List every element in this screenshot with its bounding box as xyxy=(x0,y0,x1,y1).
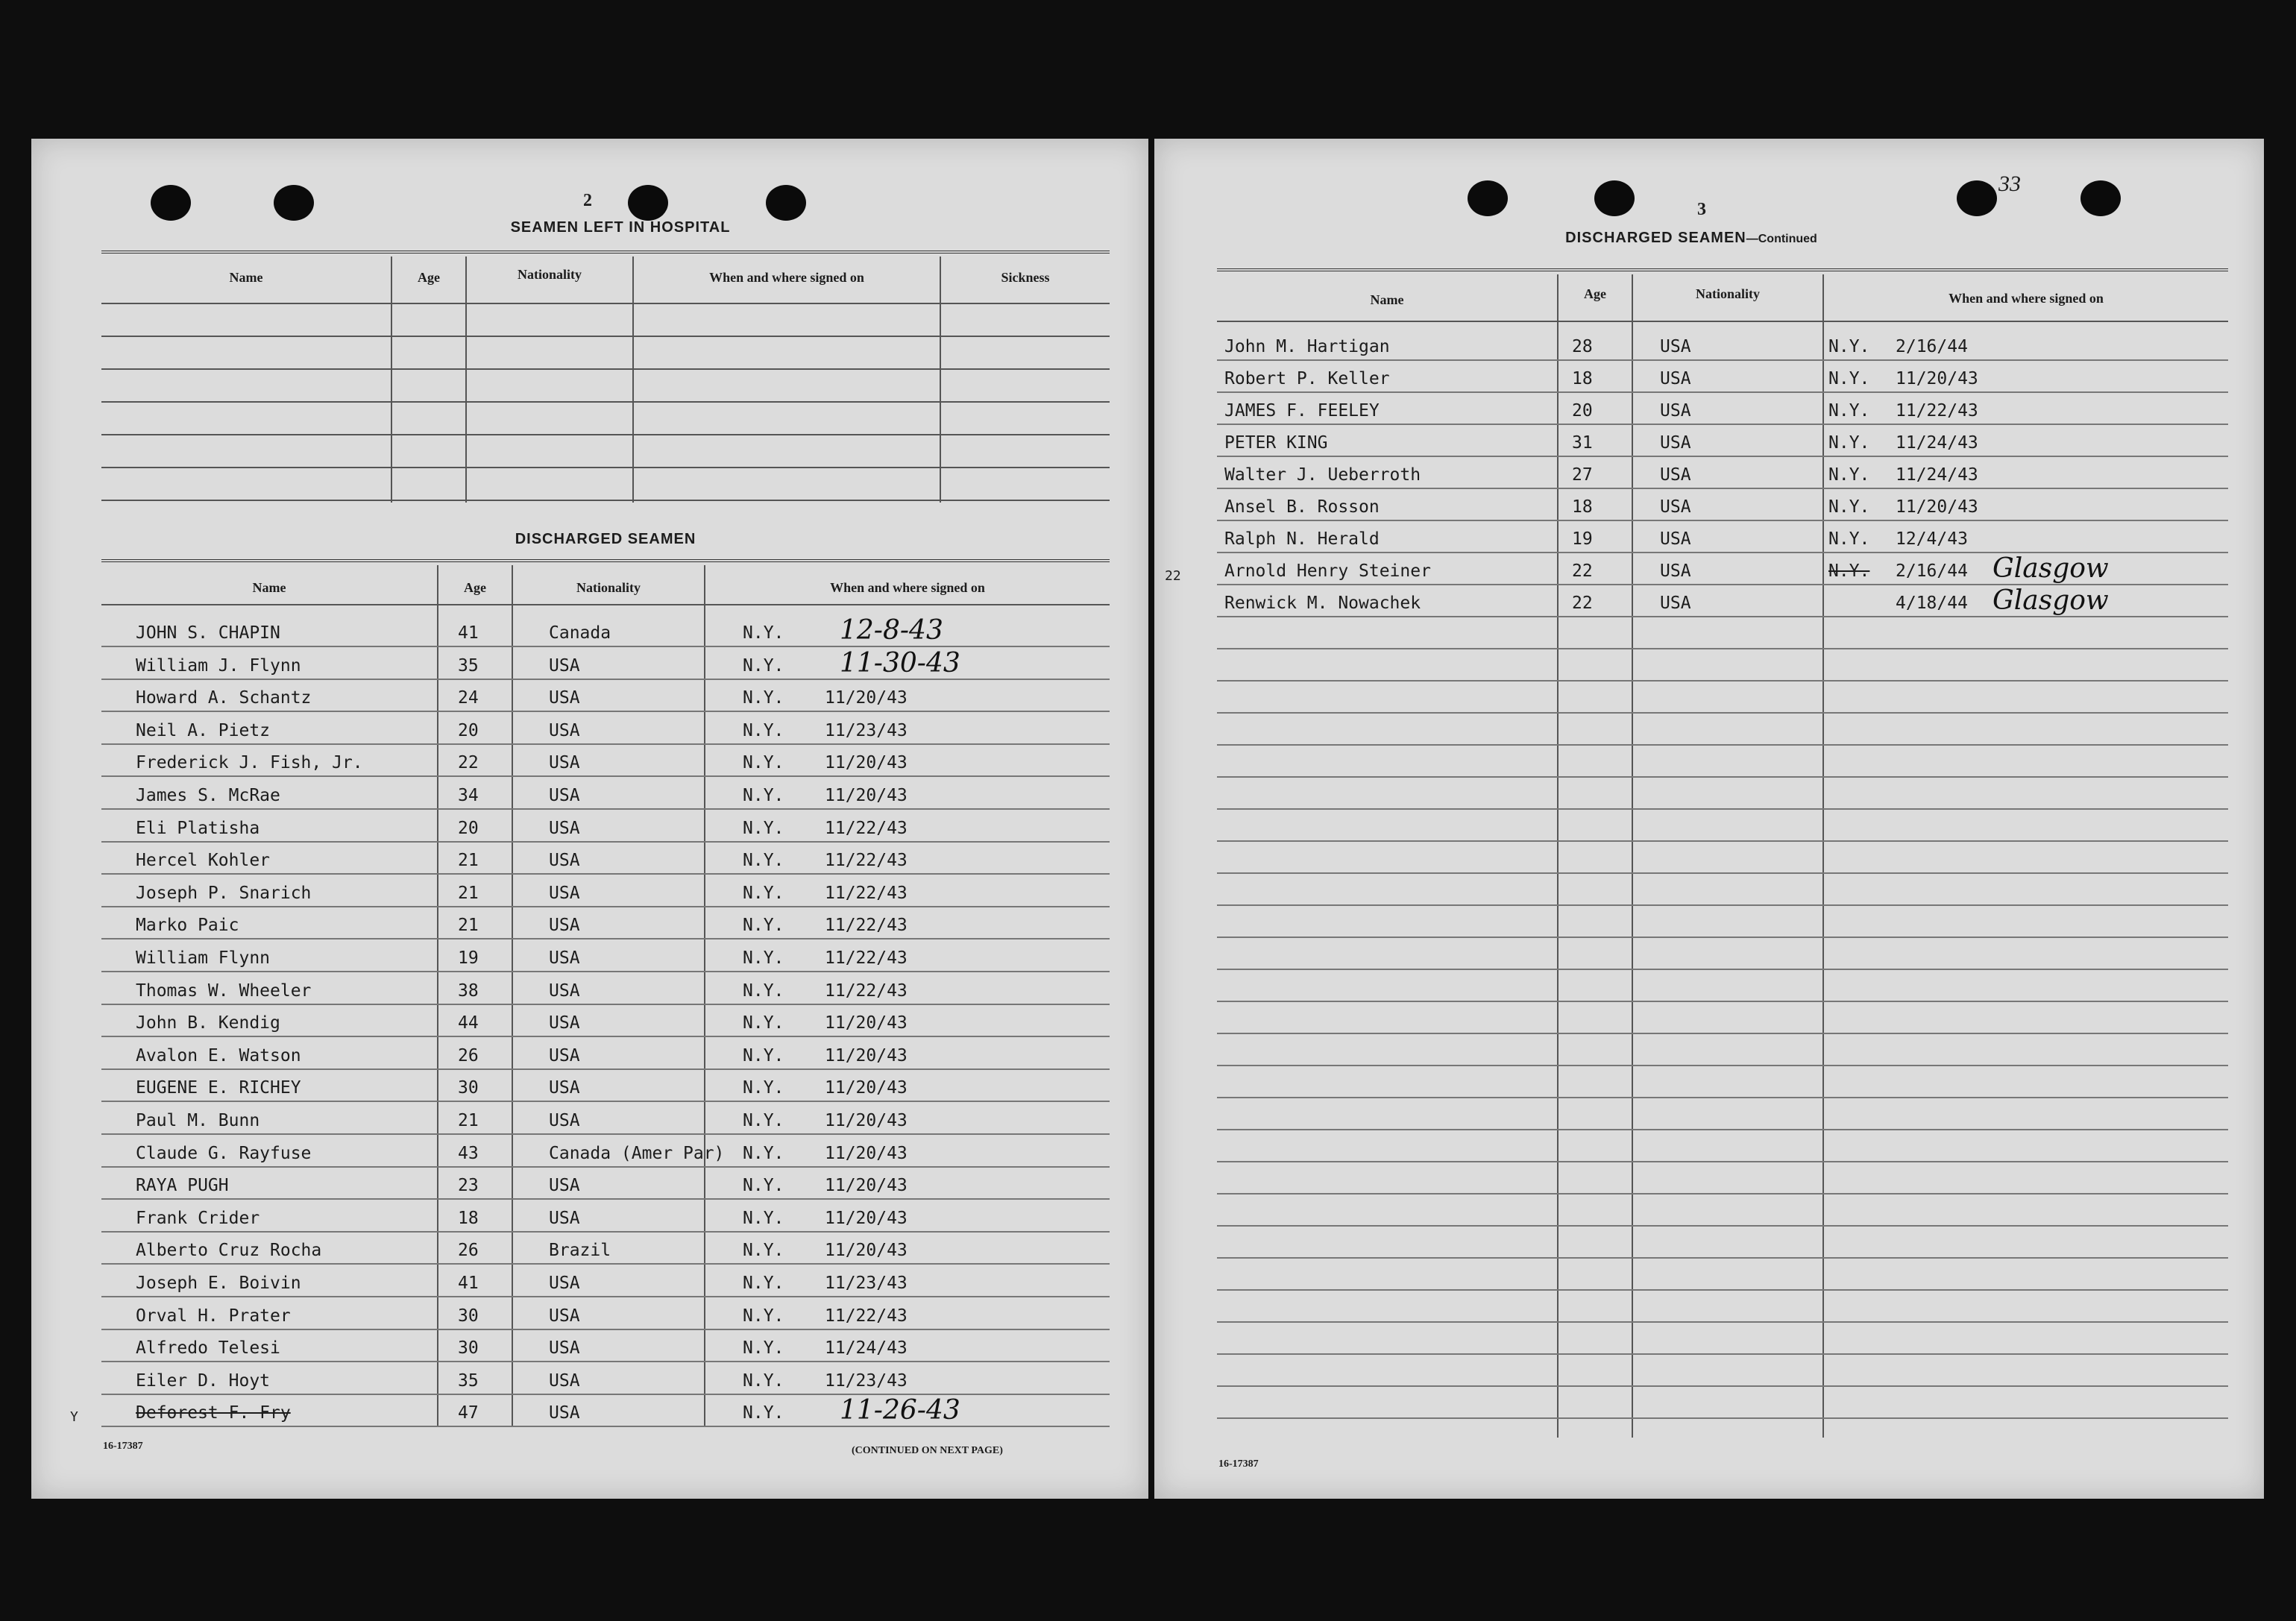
left-page xyxy=(31,139,1148,1499)
signed-on-place: N.Y. xyxy=(743,1338,784,1359)
table-row xyxy=(101,775,1110,810)
hospital-section-title: SEAMEN LEFT IN HOSPITAL xyxy=(510,219,731,236)
seaman-name: PETER KING xyxy=(1224,433,1328,453)
seaman-nationality: USA xyxy=(1660,497,1691,517)
seaman-age: 21 xyxy=(458,851,479,871)
table-row xyxy=(101,1296,1110,1330)
seaman-name: Alberto Cruz Rocha xyxy=(136,1241,322,1261)
seaman-nationality: Canada (Amer Par) xyxy=(549,1143,725,1163)
seaman-name: Alfredo Telesi xyxy=(136,1338,280,1359)
signed-on-date: 11/22/43 xyxy=(825,818,908,838)
signed-on-place: N.Y. xyxy=(743,753,784,773)
seaman-age: 18 xyxy=(458,1208,479,1228)
seaman-name: Ralph N. Herald xyxy=(1224,529,1380,549)
signed-on-place: N.Y. xyxy=(1828,529,1870,549)
col-header-age: Age xyxy=(464,580,486,595)
seaman-name: Frank Crider xyxy=(136,1208,260,1228)
seaman-nationality: USA xyxy=(549,1013,580,1033)
blank-row xyxy=(1217,1032,2228,1066)
seaman-name: Neil A. Pietz xyxy=(136,720,271,740)
seaman-name: John B. Kendig xyxy=(136,1013,280,1033)
signed-on-date: 11/20/43 xyxy=(825,1208,908,1228)
table-row xyxy=(1217,583,2228,617)
seaman-name: James S. McRae xyxy=(136,786,280,805)
table-row xyxy=(101,1165,1110,1200)
signed-on-place: N.Y. xyxy=(743,948,784,968)
seaman-name: Howard A. Schantz xyxy=(136,688,312,708)
col-header-signed-on: When and where signed on xyxy=(830,580,985,595)
table-row xyxy=(101,840,1110,875)
signed-on-date: 11/20/43 xyxy=(1896,497,1978,517)
seaman-nationality: USA xyxy=(549,786,580,805)
seaman-nationality: Canada xyxy=(549,623,611,643)
signed-on-date: 11/20/43 xyxy=(825,1111,908,1130)
blank-row xyxy=(1217,1385,2228,1419)
signed-on-place: N.Y. xyxy=(1828,369,1870,388)
seaman-nationality: USA xyxy=(549,851,580,871)
blank-row xyxy=(1217,808,2228,842)
seaman-name: JAMES F. FEELEY xyxy=(1224,401,1380,421)
blank-row xyxy=(1217,1160,2228,1194)
continued-note: (CONTINUED ON NEXT PAGE) xyxy=(852,1445,1003,1456)
table-row xyxy=(101,1198,1110,1233)
col-header-name: Name xyxy=(252,580,286,595)
table-row xyxy=(101,743,1110,777)
signed-on-place: N.Y. xyxy=(1828,465,1870,485)
table-row xyxy=(101,1230,1110,1265)
blank-row xyxy=(1217,840,2228,874)
seaman-nationality: USA xyxy=(1660,433,1691,453)
table-row xyxy=(101,1361,1110,1395)
seaman-age: 18 xyxy=(1572,369,1593,388)
seaman-name: Renwick M. Nowachek xyxy=(1224,594,1421,613)
seaman-nationality: USA xyxy=(1660,561,1691,581)
blank-row xyxy=(1217,1064,2228,1098)
seaman-name: JOHN S. CHAPIN xyxy=(136,623,280,643)
punch-hole xyxy=(2080,180,2121,216)
punch-hole xyxy=(1468,180,1508,216)
signed-on-place: N.Y. xyxy=(743,1208,784,1228)
blank-row xyxy=(1217,1096,2228,1130)
table-row xyxy=(101,646,1110,680)
seaman-nationality: USA xyxy=(1660,369,1691,388)
seaman-age: 30 xyxy=(458,1078,479,1098)
seaman-age: 30 xyxy=(458,1306,479,1326)
punch-hole xyxy=(274,185,314,221)
punch-hole xyxy=(151,185,191,221)
blank-row xyxy=(1217,936,2228,970)
blank-row xyxy=(1217,647,2228,682)
signed-on-place: N.Y. xyxy=(743,623,784,643)
blank-row xyxy=(1217,1224,2228,1259)
signed-on-place: N.Y. xyxy=(743,851,784,871)
seaman-nationality: USA xyxy=(549,916,580,936)
seaman-name: Deforest F. Fry xyxy=(136,1403,291,1423)
seaman-age: 19 xyxy=(1572,529,1593,549)
table-row xyxy=(101,1328,1110,1362)
discharged-continued-rows xyxy=(1217,327,2228,1438)
signed-on-place: N.Y. xyxy=(743,655,784,676)
seaman-age: 41 xyxy=(458,1274,479,1293)
signed-on-date: 11/22/43 xyxy=(825,1306,908,1326)
table-row xyxy=(1217,519,2228,553)
seaman-age: 41 xyxy=(458,623,479,643)
seaman-age: 22 xyxy=(1572,561,1593,581)
table-row xyxy=(101,971,1110,1005)
seaman-age: 20 xyxy=(458,720,479,740)
signed-on-place: N.Y. xyxy=(743,688,784,708)
table-row xyxy=(101,938,1110,972)
seaman-age: 44 xyxy=(458,1013,479,1033)
seaman-nationality: USA xyxy=(1660,529,1691,549)
signed-on-place: N.Y. xyxy=(743,1045,784,1066)
seaman-name: Robert P. Keller xyxy=(1224,369,1390,388)
blank-row xyxy=(1217,872,2228,906)
table-row xyxy=(101,1263,1110,1297)
table-row xyxy=(101,613,1110,647)
signed-on-place: N.Y. xyxy=(743,786,784,805)
signed-on-place: N.Y. xyxy=(743,1111,784,1130)
signed-on-place: N.Y. xyxy=(743,1403,784,1423)
signed-on-place: N.Y. xyxy=(743,1176,784,1196)
seaman-nationality: USA xyxy=(549,883,580,903)
signed-on-place: N.Y. xyxy=(743,1078,784,1098)
seaman-name: Claude G. Rayfuse xyxy=(136,1143,312,1163)
signed-on-date: 11/20/43 xyxy=(825,1143,908,1163)
margin-mark: 22 xyxy=(1165,568,1181,584)
signed-on-date: 11/20/43 xyxy=(825,1078,908,1098)
seaman-name: Eli Platisha xyxy=(136,818,260,838)
seaman-age: 21 xyxy=(458,916,479,936)
seaman-age: 20 xyxy=(1572,401,1593,421)
seaman-name: Joseph P. Snarich xyxy=(136,883,312,903)
seaman-name: EUGENE E. RICHEY xyxy=(136,1078,301,1098)
blank-row xyxy=(1217,615,2228,649)
seaman-nationality: USA xyxy=(1660,594,1691,613)
seaman-age: 47 xyxy=(458,1403,479,1423)
signed-on-place: N.Y. xyxy=(1828,433,1870,453)
seaman-nationality: USA xyxy=(549,981,580,1001)
table-row xyxy=(1217,359,2228,393)
seaman-nationality: USA xyxy=(549,1370,580,1391)
signed-on-date: 2/16/44 xyxy=(1896,561,1968,581)
signed-on-date: 12-8-43 xyxy=(840,615,943,646)
signed-on-date: 4/18/44 xyxy=(1896,594,1968,613)
seaman-nationality: USA xyxy=(1660,401,1691,421)
col-header-signed-on: When and where signed on xyxy=(709,270,864,285)
seaman-name: Avalon E. Watson xyxy=(136,1045,301,1066)
page-number: 3 xyxy=(1697,200,1706,219)
signed-on-place: N.Y. xyxy=(743,1274,784,1293)
seaman-age: 35 xyxy=(458,655,479,676)
blank-row xyxy=(1217,679,2228,714)
signed-on-place: N.Y. xyxy=(743,1013,784,1033)
blank-row xyxy=(1217,743,2228,778)
seaman-age: 26 xyxy=(458,1045,479,1066)
col-header-nationality: Nationality xyxy=(576,580,641,595)
seaman-name: William J. Flynn xyxy=(136,655,301,676)
seaman-nationality: USA xyxy=(549,1078,580,1098)
table-row xyxy=(1217,391,2228,425)
seaman-name: Marko Paic xyxy=(136,916,239,936)
col-header-nationality: Nationality xyxy=(517,267,582,282)
seaman-name: Arnold Henry Steiner xyxy=(1224,561,1431,581)
table-row xyxy=(101,1101,1110,1135)
col-header-name: Name xyxy=(1370,292,1404,307)
signed-on-place: N.Y. xyxy=(1828,337,1870,356)
signed-on-date: 11/20/43 xyxy=(825,1013,908,1033)
signed-on-place: N.Y. xyxy=(1828,561,1870,581)
col-header-name: Name xyxy=(229,270,263,285)
punch-hole xyxy=(1957,180,1997,216)
signed-on-date: 11/22/43 xyxy=(825,981,908,1001)
signed-on-place: N.Y. xyxy=(743,981,784,1001)
seaman-nationality: USA xyxy=(1660,337,1691,356)
blank-row xyxy=(1217,711,2228,746)
signed-on-date: 11/20/43 xyxy=(825,1045,908,1066)
col-header-nationality: Nationality xyxy=(1695,286,1760,301)
table-row xyxy=(101,873,1110,907)
seaman-age: 22 xyxy=(1572,594,1593,613)
signed-on-place: N.Y. xyxy=(743,1241,784,1261)
discharged-section-title: DISCHARGED SEAMEN xyxy=(515,531,696,547)
signed-on-place: N.Y. xyxy=(743,1306,784,1326)
blank-row xyxy=(1217,968,2228,1002)
margin-mark: Y xyxy=(70,1409,78,1425)
signed-on-place: N.Y. xyxy=(743,720,784,740)
seaman-name: John M. Hartigan xyxy=(1224,337,1390,356)
right-page xyxy=(1154,139,2264,1499)
seaman-name: Hercel Kohler xyxy=(136,851,271,871)
seaman-nationality: USA xyxy=(549,1176,580,1196)
signed-on-date: 11/23/43 xyxy=(825,720,908,740)
blank-row xyxy=(1217,1256,2228,1291)
seaman-nationality: USA xyxy=(549,1208,580,1228)
discharged-rows xyxy=(101,613,1110,1427)
punch-hole xyxy=(628,185,668,221)
signed-on-place: N.Y. xyxy=(743,883,784,903)
seaman-age: 43 xyxy=(458,1143,479,1163)
col-header-signed-on: When and where signed on xyxy=(1949,291,2104,306)
blank-row xyxy=(1217,1192,2228,1227)
seaman-age: 24 xyxy=(458,688,479,708)
seaman-age: 30 xyxy=(458,1338,479,1359)
table-row xyxy=(101,1133,1110,1168)
seaman-name: Eiler D. Hoyt xyxy=(136,1370,271,1391)
form-number: 16-17387 xyxy=(1218,1458,1259,1470)
blank-row xyxy=(1217,1128,2228,1162)
signed-on-date: 11/22/43 xyxy=(825,851,908,871)
seaman-age: 35 xyxy=(458,1370,479,1391)
table-row xyxy=(101,678,1110,712)
signed-on-date: 11/24/43 xyxy=(825,1338,908,1359)
table-row xyxy=(101,711,1110,745)
seaman-nationality: USA xyxy=(549,753,580,773)
table-row xyxy=(1217,487,2228,521)
seaman-name: RAYA PUGH xyxy=(136,1176,229,1196)
blank-row xyxy=(1217,1321,2228,1355)
signed-on-place: N.Y. xyxy=(743,916,784,936)
blank-row xyxy=(1217,904,2228,938)
seaman-nationality: USA xyxy=(549,1274,580,1293)
signed-on-date: 11/20/43 xyxy=(825,1176,908,1196)
seaman-name: Paul M. Bunn xyxy=(136,1111,260,1130)
table-row xyxy=(1217,551,2228,585)
seaman-nationality: USA xyxy=(549,948,580,968)
signed-on-port: Glasgow xyxy=(1993,585,2109,616)
seaman-age: 20 xyxy=(458,818,479,838)
section-title: DISCHARGED SEAMEN—Continued xyxy=(1565,230,1817,246)
signed-on-port: Glasgow xyxy=(1993,553,2109,584)
seaman-nationality: USA xyxy=(549,720,580,740)
seaman-nationality: USA xyxy=(549,1338,580,1359)
seaman-nationality: USA xyxy=(549,1403,580,1423)
table-row xyxy=(101,1003,1110,1037)
signed-on-place: N.Y. xyxy=(743,1143,784,1163)
signed-on-date: 11/23/43 xyxy=(825,1274,908,1293)
seaman-age: 21 xyxy=(458,883,479,903)
table-row xyxy=(101,905,1110,939)
blank-row xyxy=(1217,1288,2228,1323)
signed-on-date: 11/20/43 xyxy=(825,688,908,708)
signed-on-date: 11/22/43 xyxy=(825,916,908,936)
signed-on-date: 11-26-43 xyxy=(840,1395,960,1426)
table-row xyxy=(101,1036,1110,1070)
table-row xyxy=(101,1393,1110,1427)
seaman-age: 19 xyxy=(458,948,479,968)
seaman-age: 38 xyxy=(458,981,479,1001)
seaman-name: William Flynn xyxy=(136,948,271,968)
seaman-age: 23 xyxy=(458,1176,479,1196)
signed-on-place: N.Y. xyxy=(1828,401,1870,421)
seaman-nationality: USA xyxy=(549,1045,580,1066)
blank-row xyxy=(1217,1000,2228,1034)
signed-on-date: 11/20/43 xyxy=(1896,369,1978,388)
seaman-nationality: USA xyxy=(1660,465,1691,485)
form-number: 16-17387 xyxy=(103,1441,143,1452)
blank-row xyxy=(1217,1353,2228,1387)
page-number: 2 xyxy=(583,191,592,210)
signed-on-date: 12/4/43 xyxy=(1896,529,1968,549)
table-row xyxy=(1217,327,2228,361)
signed-on-date: 11/20/43 xyxy=(825,786,908,805)
seaman-name: Joseph E. Boivin xyxy=(136,1274,301,1293)
blank-row xyxy=(1217,775,2228,810)
signed-on-place: N.Y. xyxy=(743,818,784,838)
punch-hole xyxy=(1594,180,1635,216)
seaman-age: 18 xyxy=(1572,497,1593,517)
table-row xyxy=(1217,423,2228,457)
signed-on-date: 11/22/43 xyxy=(825,883,908,903)
seaman-name: Orval H. Prater xyxy=(136,1306,291,1326)
signed-on-date: 11/20/43 xyxy=(825,753,908,773)
seaman-age: 34 xyxy=(458,786,479,805)
signed-on-date: 11/22/43 xyxy=(1896,401,1978,421)
col-header-age: Age xyxy=(1584,286,1606,301)
seaman-name: Thomas W. Wheeler xyxy=(136,981,312,1001)
seaman-age: 28 xyxy=(1572,337,1593,356)
signed-on-place: N.Y. xyxy=(1828,497,1870,517)
punch-hole xyxy=(766,185,806,221)
seaman-age: 31 xyxy=(1572,433,1593,453)
seaman-age: 21 xyxy=(458,1111,479,1130)
signed-on-date: 11/24/43 xyxy=(1896,465,1978,485)
seaman-nationality: USA xyxy=(549,818,580,838)
table-row xyxy=(1217,455,2228,489)
seaman-name: Ansel B. Rosson xyxy=(1224,497,1380,517)
seaman-age: 22 xyxy=(458,753,479,773)
signed-on-date: 11/22/43 xyxy=(825,948,908,968)
seaman-name: Walter J. Ueberroth xyxy=(1224,465,1421,485)
seaman-nationality: USA xyxy=(549,1306,580,1326)
seaman-nationality: Brazil xyxy=(549,1241,611,1261)
seaman-age: 26 xyxy=(458,1241,479,1261)
signed-on-date: 11/23/43 xyxy=(825,1370,908,1391)
seaman-nationality: USA xyxy=(549,688,580,708)
seaman-nationality: USA xyxy=(549,1111,580,1130)
stamp-number: 33 xyxy=(1998,171,2021,196)
signed-on-date: 2/16/44 xyxy=(1896,337,1968,356)
signed-on-date: 11/20/43 xyxy=(825,1241,908,1261)
table-row xyxy=(101,1068,1110,1102)
signed-on-place: N.Y. xyxy=(743,1370,784,1391)
col-header-sickness: Sickness xyxy=(1001,270,1050,285)
signed-on-date: 11-30-43 xyxy=(840,647,960,679)
seaman-age: 27 xyxy=(1572,465,1593,485)
seaman-name: Frederick J. Fish, Jr. xyxy=(136,753,363,773)
col-header-age: Age xyxy=(418,270,440,285)
seaman-nationality: USA xyxy=(549,655,580,676)
signed-on-date: 11/24/43 xyxy=(1896,433,1978,453)
table-row xyxy=(101,808,1110,843)
